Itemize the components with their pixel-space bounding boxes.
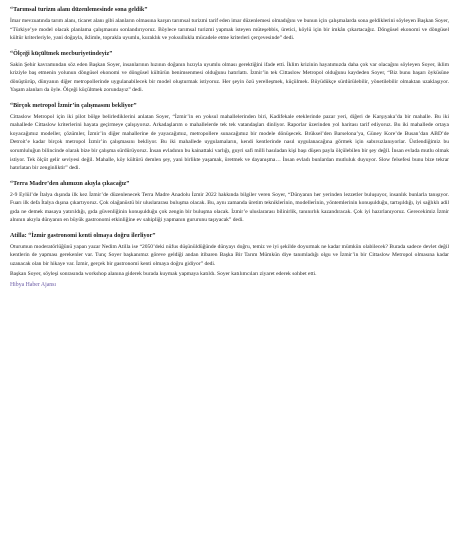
section-metropol [10,102,449,173]
paragraph: Oturumun moderatörlüğünü yapan yazar Nedim Atilla ise “2050’deki nüfus düşünüldüğünde dünyayı doğru, temiz ve iyi şekilde doyurmak ne kadar mümkün olabilecek? Burada sadece devlet değil kentlerin de yapması gerekenler var. Tunç Soyer başkanımız göreve geldiği andan itibaren Başka Bir Tarım Mümkün diye tanımladığı olgu ve İzmir’in bir Cittaslow Metropol olmasına kadar uzanacak olan bir hikaye var. İzmir, gerçek bir gastronomi kenti olmaya doğru gidiyor” dedi. [10,243,449,267]
section-heading: “Birçok metropol İzmir’in çalışmasını bekliyor” [10,102,137,109]
section-heading: “Ölçeği küçültmek mecburiyetindeyiz” [10,50,113,57]
paragraph: 2-9 Eylül’de İtalya dışında ilk kez İzmir’de düzenlenecek Terra Madre Anadolu İzmir 2022 hakkında bilgiler veren Soyer, “Dünyanın her yerinden lezzetler buluşuyor, insanlık bunlarla tanışıyor. Fuarı ilk defa İtalya dışına çıkartıyoruz. Çok olağanüstü bir uluslararası buluşma olacak. Bu, aynı zamanda üretim teknikleri̇nin, modelleri̇nin, yöntemlerinin konuşulduğu, tartışıldığı, iyi sağlıklı adil gıda ne demek masaya yatırıldığı, gıda güvenliğinin konuşulduğu çok zengin bir buluşma olacak. İzmir’e uluslararası bilinirlik, tanınırlık kazandıracak. Çok iyi hazırlanıyoruz. Gerecekimiz İzmir alnının akıyla dünyanın en büyük gastronomi etkinliğine ev sahipliği yapmanın gururunu taşıyacak” dedi. [10,191,449,224]
section-gastronomy [10,232,449,289]
paragraph: Sakin Şehir kavramından söz eden Başkan Soyer, insanlarının hızının doğanın hızıyla uyumlu olması gerektiğini ifade etti. İklim krizinin hayatımızda daha çok var olacağını söyleyen Soyer, iklim kriziyle baş etmenin yolunun döngüsel ekonomi ve döngüsel kültürün benimsenmesi olduğunu hatırlattı. İzmir’in tek Cittaslow Metropol olduğunu kaydeden Soyer, “Biz bunu başarı öyküsüne dönüştürüp, dünyanın diğer metropollerinde uygulanabilecek bir model oluşturmak istiyoruz. Her şeyin özü yerelleşmek, küçülmek. Büyüdükçe sürdürülebilir, yönetilebilir olmaktan uzaklaşıyor. Yaşam alanları da öyle. Ölçeği küçültmek zorundayız” dedi. [10,61,449,94]
paragraph: Cittaslow Metropol için iki pilot bölge belirlediklerini anlatan Soyer, “İzmir’in en yoksul mahallelerinden biri, Kadifekale eteklerinde pazar yeri, diğeri de Karşıyaka’da bir mahalle. Bu iki mahallede Cittaslow kriterlerini hayata geçirmeye çalışıyoruz. Arkadaşlarım o mahallelerde tek tek vatandaşları dinliyor. Raporlar üzerinden yol haritası tarif ediyoruz. Bu iki mahallede ortaya koyacağımız modeller, çözümler, İzmir’in diğer mahallerine de yayacağımız, metropollere sunacağımız bir modele dönüşecek. Brüksel’den Barselona’ya, Güney Kore’de Busan’dan ABD’de Detroit’e kadar birçok metropol İzmir’in çalışmasını bekliyor. Bu iki mahallede uygulamaların, kendi kentlerinde nasıl uygulanacağına görmek için sabırsızlanıyorlar. Üstlendiğimiz bu sorumluluğun bilincinde olarak bize bir çalışma sürdürüyoruz. İnsan evladının bu kainattaki varlığı, guyri safi milli hasıladan kişi başı düşen payla ölçülebilen bir şey değil. İnsan evlada mutlu olmak istiyor. Tek ölçüt gelir seviyesi değil. Mahalle, köy kültürü demlen şey, yani birlikte yaşamak, üretmek ve dayanışma… İnsan evladı bunlardan mutluluk duyuyor. Slow felsefesi bunu bize tekrar hatırlatan bir zenginliktir” dedi. [10,113,449,172]
paragraph: İmar mevzuatında tarım alanı, ticaret alanı gibi alanların olmasına karşın tarımsal turizmi tarif eden imar düzenlemesi olmadığını ve bunun için çalışmalarda sona geldiklerini söyleyen Başkan Soyer, “Türkiye’ye model olacak planlama çalışmasını sonlandırıyoruz. Böylece tarımsal turizmi yapmak isteyen müteşebbis, üretici, köylü için bir imkân çıkartacağız. Döngüsel ekonomi ve döngüsel kültür kriterleriyle, yani doğayla, iklimle, toprakla uyumlu, kuraklık ve yoksullukla mücadele etme kriterleri çerçevesinde” dedi. [10,18,449,42]
section-heading: “Terra Madre’den ahımızın akıyla çıkacağız” [10,180,130,187]
section-scale [10,50,449,95]
section-heading: “Tarımsal turizm alanı düzenlemesinde sona geldik” [10,7,148,13]
section-terra-madre [10,180,449,225]
section-agri-tourism [10,6,449,43]
source-link[interactable]: Hibya Haber Ajansı [10,282,57,289]
section-heading: Atilla: “İzmir gastronomi kenti olmaya doğru ilerliyor” [10,232,156,239]
paragraph: Başkan Soyer, söyleşi sonrasında workshop alanına giderek burada kuymak yapmaya katıldı. Soyer katılımcıları ziyaret ederek sohbet etti. [10,271,317,278]
